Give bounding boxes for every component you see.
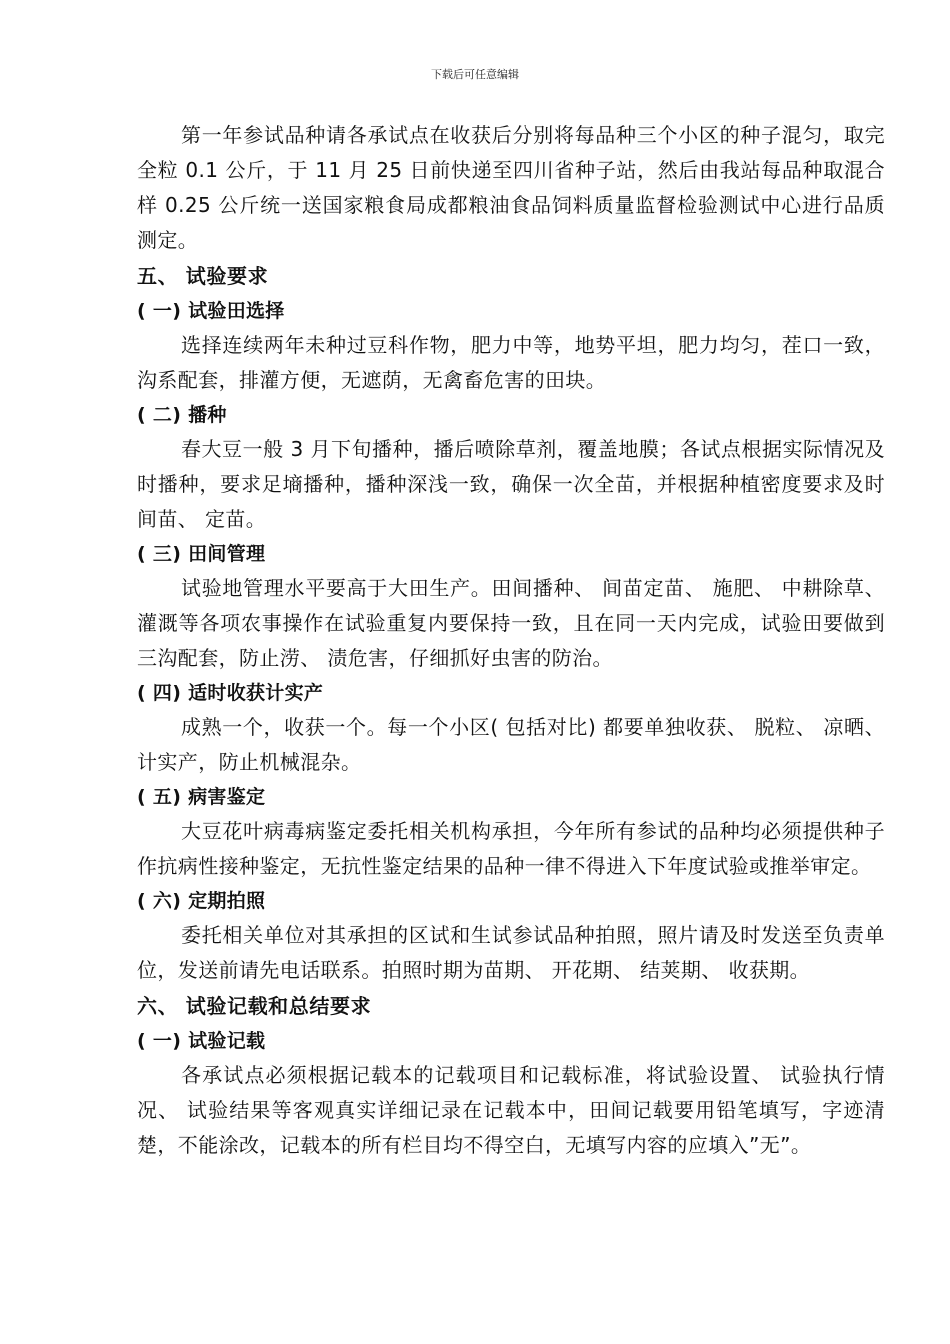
subsection-heading: ( 四) 适时收获计实产 <box>137 682 324 704</box>
paragraph: 选择连续两年未种过豆科作物，肥力中等，地势平坦，肥力均匀，茬口一致，沟系配套，排灌方便，无遮荫，无禽畜危害的田块。 <box>137 333 885 392</box>
paragraph: 大豆花叶病毒病鉴定委托相关机构承担，今年所有参试的品种均必须提供种子作抗病性接种鉴定，无抗性鉴定结果的品种一律不得进入下年度试验或推举审定。 <box>137 819 885 878</box>
section-heading: 五、 试验要求 <box>137 264 269 288</box>
subsection-heading: ( 一) 试验田选择 <box>137 300 285 322</box>
paragraph: 委托相关单位对其承担的区试和生试参试品种拍照，照片请及时发送至负责单位，发送前请先电话联系。拍照时期为苗期、 开花期、 结荚期、 收获期。 <box>137 923 885 982</box>
subsection-heading: ( 二) 播种 <box>137 404 227 426</box>
document-body <box>137 118 885 1163</box>
paragraph: 各承试点必须根据记载本的记载项目和记载标准，将试验设置、 试验执行情况、 试验结果等客观真实详细记录在记载本中，田间记载要用铅笔填写，字迹清楚，不能涂改，记载本的所有栏目均不得空白，无填写内容的应填入”无”。 <box>137 1063 885 1157</box>
subsection-heading: ( 六) 定期拍照 <box>137 890 266 912</box>
subsection-heading: ( 一) 试验记载 <box>137 1030 266 1052</box>
section-heading: 六、 试验记载和总结要求 <box>137 994 372 1018</box>
paragraph: 成熟一个，收获一个。每一个小区( 包括对比) 都要单独收获、 脱粒、 凉晒、 计实产，防止机械混杂。 <box>137 715 885 774</box>
paragraph: 第一年参试品种请各承试点在收获后分别将每品种三个小区的种子混匀，取完全粒 0.1 公斤，于 11 月 25 日前快递至四川省种子站，然后由我站每品种取混合样 0.25 公斤统一送国家粮食局成都粮油食品饲料质量监督检验测试中心进行品质测定。 <box>137 123 885 252</box>
paragraph: 春大豆一般 3 月下旬播种，播后喷除草剂，覆盖地膜；各试点根据实际情况及时播种，要求足墒播种，播种深浅一致，确保一次全苗，并根据种植密度要求及时间苗、 定苗。 <box>137 437 885 531</box>
paragraph: 试验地管理水平要高于大田生产。田间播种、 间苗定苗、 施肥、 中耕除草、 灌溉等各项农事操作在试验重复内要保持一致，且在同一天内完成，试验田要做到三沟配套，防止涝、 渍危害，仔细抓好虫害的防治。 <box>137 576 885 670</box>
page-header: 下载后可任意编辑 <box>431 68 519 81</box>
subsection-heading: ( 五) 病害鉴定 <box>137 786 266 808</box>
subsection-heading: ( 三) 田间管理 <box>137 543 266 565</box>
